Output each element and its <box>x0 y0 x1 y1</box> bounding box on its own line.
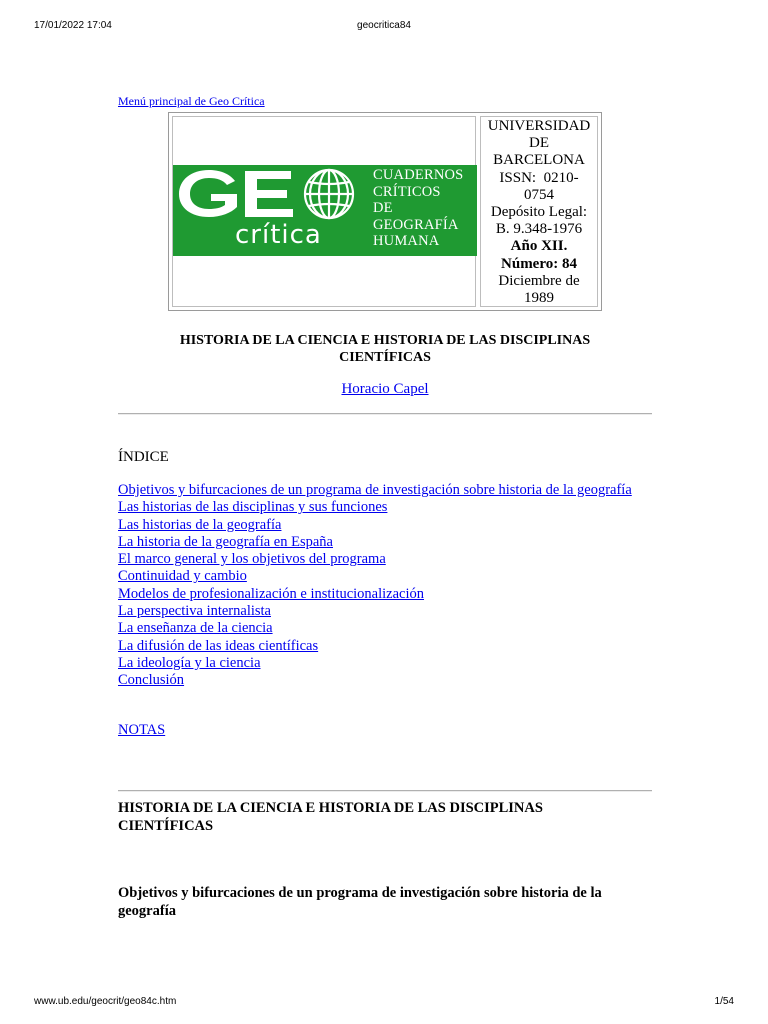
table-of-contents <box>118 482 652 690</box>
info-line: ISSN: 0210- <box>499 169 579 186</box>
toc-link[interactable]: Las historias de la geografía <box>118 516 282 533</box>
article-title-line: CIENTÍFICAS <box>339 350 431 365</box>
info-line: Diciembre de <box>498 272 580 289</box>
toc-item <box>118 482 652 499</box>
author-link[interactable]: Horacio Capel <box>341 381 429 397</box>
info-line: DE <box>529 135 549 152</box>
main-menu-link[interactable]: Menú principal de Geo Crítica <box>118 94 265 108</box>
section-title-line: CIENTÍFICAS <box>118 817 214 834</box>
info-line-number: Número: 84 <box>501 255 577 272</box>
toc-item <box>118 499 652 516</box>
toc-link[interactable]: La perspectiva internalista <box>118 603 271 620</box>
toc-item <box>118 568 652 585</box>
print-page-title: geocritica84 <box>357 20 411 31</box>
publication-info-cell <box>480 116 598 307</box>
section-title-line: HISTORIA DE LA CIENCIA E HISTORIA DE LAS DISCIPLINAS <box>118 800 543 816</box>
toc-link[interactable]: El marco general y los objetivos del programa <box>118 551 386 568</box>
divider <box>118 413 652 415</box>
toc-link[interactable]: Modelos de profesionalización e institucionalización <box>118 585 425 602</box>
logo-text-block <box>373 167 477 250</box>
author-row <box>118 381 652 398</box>
toc-link[interactable]: Conclusión <box>118 672 185 689</box>
toc-link[interactable]: La enseñanza de la ciencia <box>118 620 273 637</box>
logo-line: GEOGRAFÍA <box>373 216 459 233</box>
toc-item <box>118 517 652 534</box>
toc-item <box>118 655 652 672</box>
toc-link[interactable]: La historia de la geografía en España <box>118 533 333 550</box>
article-title-line: HISTORIA DE LA CIENCIA E HISTORIA DE LAS DISCIPLINAS <box>179 333 591 348</box>
toc-link[interactable]: Objetivos y bifurcaciones de un programa de investigación sobre historia de la geografía <box>118 482 632 498</box>
section-title <box>118 800 652 835</box>
info-line-year: Año XII. <box>510 238 568 255</box>
logo-word: crítica <box>235 220 322 250</box>
toc-item <box>118 672 652 689</box>
toc-item <box>118 534 652 551</box>
logo-line: CUADERNOS <box>373 167 464 183</box>
info-line: B. 9.348-1976 <box>495 221 583 238</box>
info-line: Depósito Legal: <box>490 204 588 221</box>
info-line: BARCELONA <box>493 152 585 169</box>
toc-item <box>118 551 652 568</box>
toc-link[interactable]: Continuidad y cambio <box>118 568 247 585</box>
toc-link[interactable]: La difusión de las ideas científicas <box>118 637 319 654</box>
geo-globe-logo-icon <box>175 167 371 223</box>
logo-line: HUMANA <box>373 233 440 249</box>
masthead-table <box>168 112 602 311</box>
geocritica-logo <box>173 165 477 256</box>
index-heading: ÍNDICE <box>118 449 169 465</box>
logo-line: CRÍTICOS <box>373 183 441 200</box>
subsection-title: Objetivos y bifurcaciones de un programa de investigación sobre historia de la geografía <box>118 885 602 919</box>
notes-link[interactable]: NOTAS <box>118 722 166 738</box>
info-line: 1989 <box>524 290 554 307</box>
toc-link[interactable]: La ideología y la ciencia <box>118 654 261 671</box>
toc-item <box>118 586 652 603</box>
print-datetime: 17/01/2022 17:04 <box>34 20 112 31</box>
divider <box>118 790 652 792</box>
toc-link[interactable]: Las historias de las disciplinas y sus funciones <box>118 499 388 516</box>
print-page-count: 1/54 <box>714 996 734 1007</box>
info-line: 0754 <box>524 186 554 203</box>
logo-line: DE <box>373 200 393 216</box>
toc-item <box>118 638 652 655</box>
toc-item <box>118 620 652 637</box>
toc-item <box>118 603 652 620</box>
print-url: www.ub.edu/geocrit/geo84c.htm <box>34 996 177 1007</box>
info-line: UNIVERSIDAD <box>487 118 591 134</box>
article-title <box>118 332 652 366</box>
